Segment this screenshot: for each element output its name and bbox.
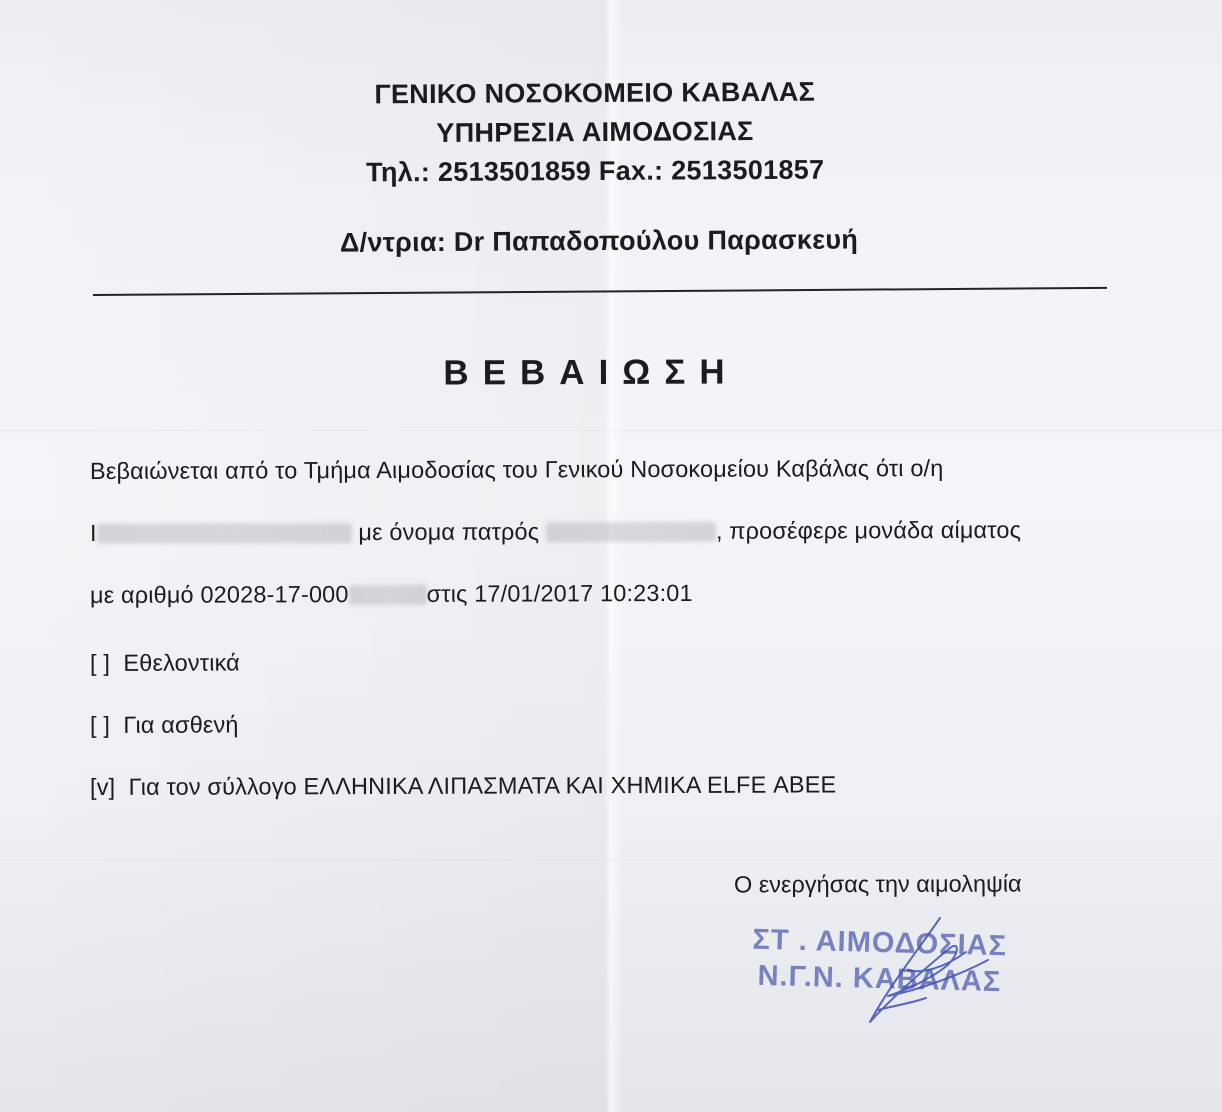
body-line-3 [90,580,693,609]
header-divider [93,287,1107,296]
service-name: ΥΠΗΡΕΣΙΑ ΑΙΜΟΔΟΣΙΑΣ [436,116,754,148]
donation-text: , προσέφερε μονάδα αίματος [715,516,1022,544]
paper-fold [0,860,1222,862]
option-voluntary [90,649,240,677]
letterhead [0,70,1206,194]
checkbox-mark: [ ] [89,649,111,676]
option-label: Για ασθενή [123,711,239,738]
donation-datetime: στις 17/01/2017 10:23:01 [426,579,693,607]
hospital-name: ΓΕΝΙΚΟ ΝΟΣΟΚΟΜΕΙΟ ΚΑΒΑΛΑΣ [374,76,816,110]
stamp-line-1: ΣΤ . ΑΙΜΟΔΟΣΙΑΣ [752,923,1008,963]
signature [848,910,998,1035]
director-name: Δ/ντρια: Dr Παπαδοπούλου Παρασκευή [339,224,859,258]
unit-number-prefix: με αριθμό 02028-17-000 [89,581,349,608]
signer-caption: Ο ενεργήσας την αιμοληψία [733,870,1022,898]
option-label: Για τον σύλλογο ΕΛΛΗΝΙΚΑ ΛΙΠΑΣΜΑΤΑ ΚΑΙ ΧΗΜΙΚΑ ELFE ΑΒΕΕ [128,771,837,800]
checkbox-mark: [v] [89,773,116,800]
statement-text: Βεβαιώνεται από το Τμήμα Αιμοδοσίας του Γενικού Νοσοκομείου Καβάλας ότι ο/η [89,455,944,484]
option-association [90,771,836,801]
redacted-father-name [546,522,716,543]
paper-fold [0,430,1222,432]
contact-info: Τηλ.: 2513501859 Fax.: 2513501857 [366,154,825,188]
redacted-donor-name [97,523,352,544]
father-name-label: με όνομα πατρός [358,518,540,546]
checkbox-mark: [ ] [89,711,111,738]
document-title: ΒΕΒΑΙΩΣΗ [443,352,739,393]
body-line-1 [90,455,944,485]
donor-initial: Ι [89,519,97,546]
stamp-line-2: Ν.Γ.Ν. ΚΑΒΑΛΑΣ [757,959,1002,999]
option-label: Εθελοντικά [123,649,240,676]
option-patient [90,711,239,739]
body-line-2 [90,517,1021,547]
redacted-unit-number [349,585,427,605]
